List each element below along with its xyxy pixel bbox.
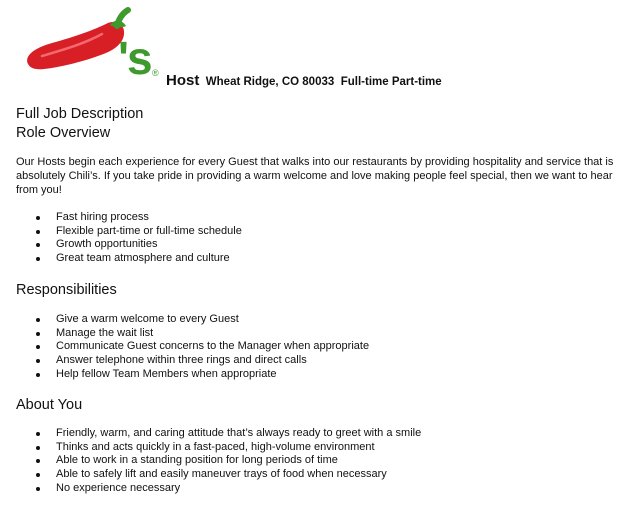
registered-mark: ®	[152, 68, 159, 78]
list-item: Manage the wait list	[16, 327, 369, 341]
list-item: Able to work in a standing position for long periods of time	[16, 454, 421, 468]
responsibilities-heading: Responsibilities	[16, 282, 117, 298]
perks-list	[16, 211, 242, 266]
job-employment-types: Full-time Part-time	[340, 76, 442, 88]
role-overview-heading: Role Overview	[16, 125, 111, 141]
job-title: Host	[166, 72, 200, 89]
list-item: Great team atmosphere and culture	[16, 252, 242, 266]
list-item: Thinks and acts quickly in a fast-paced, high-volume environment	[16, 441, 421, 455]
chili-pepper-logo-icon	[22, 6, 162, 80]
job-headline	[166, 72, 442, 90]
list-item: Friendly, warm, and caring attitude that’s always ready to greet with a smile	[16, 427, 421, 441]
list-item: Fast hiring process	[16, 211, 242, 225]
list-item: Answer telephone within three rings and direct calls	[16, 354, 369, 368]
full-job-description-heading: Full Job Description	[16, 106, 144, 122]
list-item: Flexible part-time or full-time schedule	[16, 225, 242, 239]
list-item: Help fellow Team Members when appropriate	[16, 368, 369, 382]
job-location: Wheat Ridge, CO 80033	[205, 76, 335, 88]
role-overview-paragraph: Our Hosts begin each experience for every Guest that walks into our restaurants by providing hospitality and service that is absolutely Chili’s. If you take pride in providing a warm welcome and love making people feel special, then we want to hear from you!	[16, 156, 614, 196]
logo-text: 's	[118, 32, 151, 80]
list-item: Growth opportunities	[16, 238, 242, 252]
list-item: Give a warm welcome to every Guest	[16, 313, 369, 327]
list-item: Able to safely lift and easily maneuver trays of food when necessary	[16, 468, 421, 482]
list-item: No experience necessary	[16, 482, 421, 496]
list-item: Communicate Guest concerns to the Manager when appropriate	[16, 340, 369, 354]
responsibilities-list	[16, 313, 369, 382]
about-you-list	[16, 427, 421, 496]
about-you-heading: About You	[16, 397, 83, 413]
